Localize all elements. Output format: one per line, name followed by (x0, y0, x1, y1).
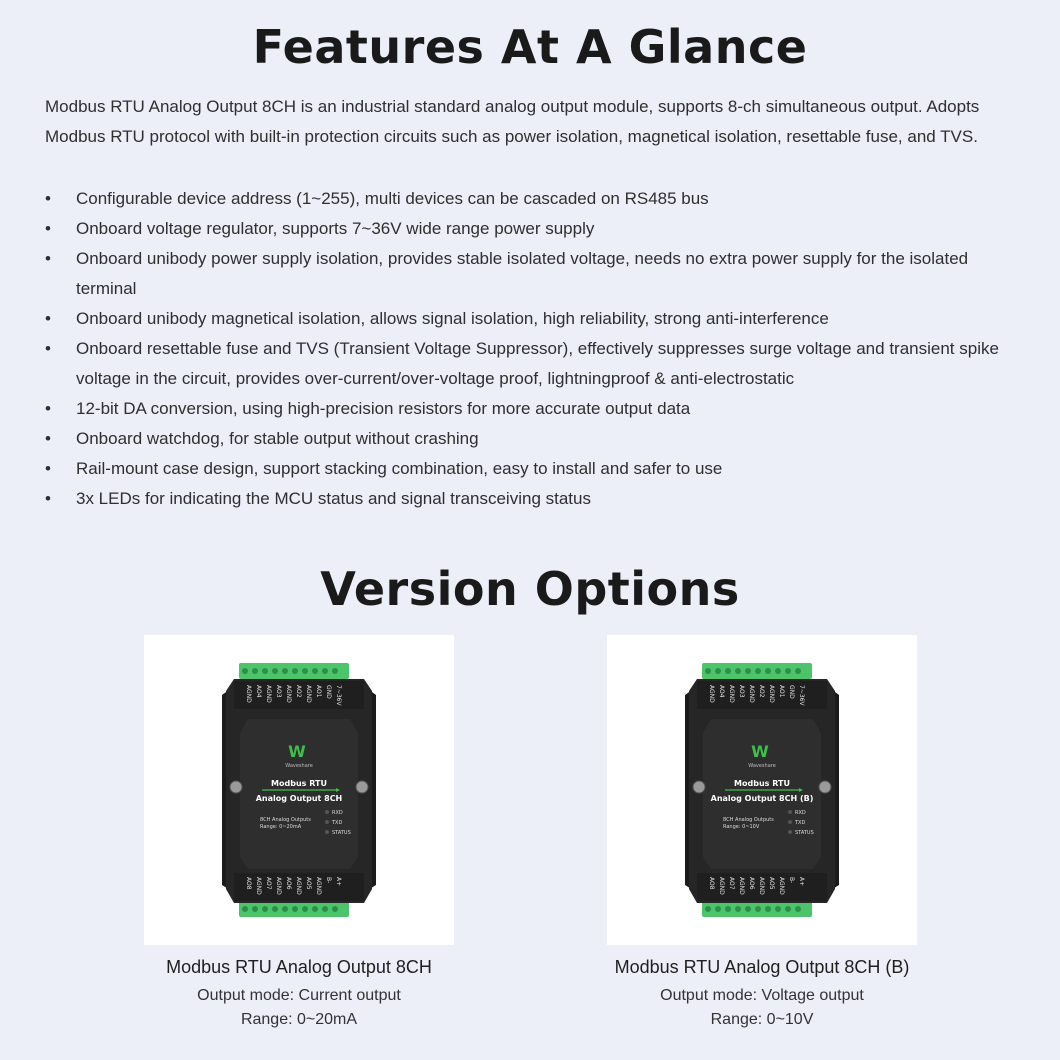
device-title-line1: Modbus RTU (271, 779, 327, 788)
pin-label: AGND (245, 685, 252, 703)
device-spec-line1: 8CH Analog Outputs (260, 817, 311, 823)
terminal-screw-icon (725, 668, 731, 674)
led-icon (325, 830, 329, 834)
device-title-line1: Modbus RTU (734, 779, 790, 788)
device-drawing (144, 635, 454, 945)
version-name: Modbus RTU Analog Output 8CH (B) (614, 957, 910, 977)
pin-label: AGND (265, 685, 272, 703)
pin-label: AO5 (305, 877, 312, 890)
pin-label: AO6 (748, 877, 755, 890)
pin-label: AO4 (255, 685, 262, 698)
pin-label: AGND (275, 877, 282, 895)
feature-item: • Configurable device address (1~255), multi devices can be cascaded on RS485 bus (45, 184, 1030, 214)
terminal-screw-icon (785, 906, 791, 912)
version-range: Range: 0~10V (710, 1011, 814, 1028)
pin-label: AGND (708, 685, 715, 703)
terminal-screw-icon (745, 668, 751, 674)
terminal-screw-icon (312, 906, 318, 912)
feature-item: • 12-bit DA conversion, using high-precision resistors for more accurate output data (45, 394, 1030, 424)
terminal-screw-icon (332, 668, 338, 674)
terminal-screw-icon (775, 906, 781, 912)
pin-label: B- (788, 877, 795, 884)
pin-label: AGND (778, 877, 785, 895)
pin-label: A+ (798, 877, 805, 887)
led-icon (788, 810, 792, 814)
led-label-status: STATUS (332, 830, 351, 836)
pin-label: AO3 (275, 685, 282, 698)
terminal-screw-icon (262, 906, 268, 912)
pin-label: AO8 (245, 877, 252, 890)
brand-label: Waveshare (748, 763, 776, 769)
device-title-line2: Analog Output 8CH (B) (710, 794, 814, 803)
feature-item: • Onboard watchdog, for stable output without crashing (45, 424, 1030, 454)
terminal-screw-icon (765, 668, 771, 674)
terminal-screw-icon (322, 668, 328, 674)
feature-item: • 3x LEDs for indicating the MCU status and signal transceiving status (45, 484, 1030, 514)
device-spec-line1: 8CH Analog Outputs (723, 817, 774, 823)
terminal-screw-icon (292, 906, 298, 912)
pin-label: A+ (335, 877, 342, 887)
waveshare-logo-icon: W (288, 742, 306, 761)
terminal-screw-icon (735, 906, 741, 912)
versions-title: Version Options (320, 562, 740, 616)
device-drawing (607, 635, 917, 945)
version-name: Modbus RTU Analog Output 8CH (166, 957, 432, 977)
terminal-screw-icon (765, 906, 771, 912)
pin-label: AO7 (265, 877, 272, 890)
feature-item: • Onboard resettable fuse and TVS (Transient Voltage Suppressor), effectively suppresses surge voltage and transient spike voltage in the circuit, provides over-current/over-voltage proof, lightningproof & anti-electrostatic (45, 334, 1030, 394)
waveshare-logo-icon: W (751, 742, 769, 761)
pin-label: GND (788, 685, 795, 699)
led-label-rxd: RXD (795, 810, 806, 816)
pin-label: AO2 (295, 685, 302, 698)
feature-item: • Rail-mount case design, support stacking combination, easy to install and safer to use (45, 454, 1030, 484)
terminal-screw-icon (332, 906, 338, 912)
pin-label: AGND (255, 877, 262, 895)
brand-label: Waveshare (285, 763, 313, 769)
terminal-screw-icon (795, 668, 801, 674)
led-icon (788, 830, 792, 834)
screw-icon (356, 781, 368, 793)
led-label-txd: TXD (332, 820, 343, 826)
terminal-screw-icon (272, 668, 278, 674)
device-spec-line2: Range: 0~10V (723, 824, 760, 830)
pin-label: AGND (295, 877, 302, 895)
terminal-screw-icon (242, 906, 248, 912)
screw-icon (230, 781, 242, 793)
pin-label: AO3 (738, 685, 745, 698)
screw-icon (819, 781, 831, 793)
pin-label: AO8 (708, 877, 715, 890)
terminal-screw-icon (292, 668, 298, 674)
terminal-screw-icon (302, 668, 308, 674)
terminal-screw-icon (282, 906, 288, 912)
pin-label: AO4 (718, 685, 725, 698)
pin-label: AGND (728, 685, 735, 703)
pin-label: AO7 (728, 877, 735, 890)
terminal-screw-icon (322, 906, 328, 912)
terminal-screw-icon (725, 906, 731, 912)
terminal-screw-icon (252, 668, 258, 674)
terminal-screw-icon (715, 668, 721, 674)
terminal-screw-icon (735, 668, 741, 674)
product-image-voltage (607, 635, 917, 945)
terminal-screw-icon (715, 906, 721, 912)
terminal-screw-icon (775, 668, 781, 674)
terminal-screw-icon (745, 906, 751, 912)
terminal-screw-icon (302, 906, 308, 912)
terminal-screw-icon (755, 906, 761, 912)
pin-label: AGND (285, 685, 292, 703)
led-label-status: STATUS (795, 830, 814, 836)
terminal-screw-icon (262, 668, 268, 674)
device-spec-line2: Range: 0~20mA (260, 824, 302, 830)
pin-label: AO2 (758, 685, 765, 698)
terminal-screw-icon (755, 668, 761, 674)
terminal-screw-icon (272, 906, 278, 912)
pin-label: AGND (748, 685, 755, 703)
version-caption-current (99, 954, 499, 1032)
features-title: Features At A Glance (252, 20, 808, 74)
pin-label: AO6 (285, 877, 292, 890)
feature-item: • Onboard unibody power supply isolation, provides stable isolated voltage, needs no extra power supply for the isolated terminal (45, 244, 1030, 304)
terminal-screw-icon (312, 668, 318, 674)
led-icon (325, 820, 329, 824)
version-range: Range: 0~20mA (240, 1011, 358, 1028)
terminal-screw-icon (785, 668, 791, 674)
version-mode: Output mode: Current output (197, 987, 401, 1004)
terminal-screw-icon (252, 906, 258, 912)
pin-label: 7~36V (798, 685, 805, 706)
product-image-current (144, 635, 454, 945)
pin-label: GND (325, 685, 332, 699)
terminal-screw-icon (705, 668, 711, 674)
feature-item: • Onboard voltage regulator, supports 7~36V wide range power supply (45, 214, 1030, 244)
feature-item: • Onboard unibody magnetical isolation, allows signal isolation, high reliability, strong anti-interference (45, 304, 1030, 334)
pin-label: AGND (305, 685, 312, 703)
terminal-screw-icon (242, 668, 248, 674)
pin-label: AGND (718, 877, 725, 895)
pin-label: AO1 (778, 685, 785, 698)
pin-label: AO1 (315, 685, 322, 698)
terminal-screw-icon (282, 668, 288, 674)
pin-label: B- (325, 877, 332, 884)
pin-label: AGND (758, 877, 765, 895)
terminal-screw-icon (795, 906, 801, 912)
led-label-txd: TXD (795, 820, 806, 826)
pin-label: AO5 (768, 877, 775, 890)
pin-label: AGND (315, 877, 322, 895)
led-icon (325, 810, 329, 814)
version-mode: Output mode: Voltage output (660, 987, 864, 1004)
pin-label: 7~36V (335, 685, 342, 706)
version-caption-voltage (562, 954, 962, 1032)
feature-list (45, 184, 1030, 514)
intro-paragraph: Modbus RTU Analog Output 8CH is an industrial standard analog output module, supports 8-ch simultaneous output. Adopts Modbus RTU protocol with built-in protection circuits such as power isolation, magnetical isolation, resettable fuse, and TVS. (45, 97, 980, 146)
terminal-screw-icon (705, 906, 711, 912)
led-icon (788, 820, 792, 824)
device-title-line2: Analog Output 8CH (255, 794, 343, 803)
screw-icon (693, 781, 705, 793)
pin-label: AGND (738, 877, 745, 895)
pin-label: AGND (768, 685, 775, 703)
led-label-rxd: RXD (332, 810, 343, 816)
